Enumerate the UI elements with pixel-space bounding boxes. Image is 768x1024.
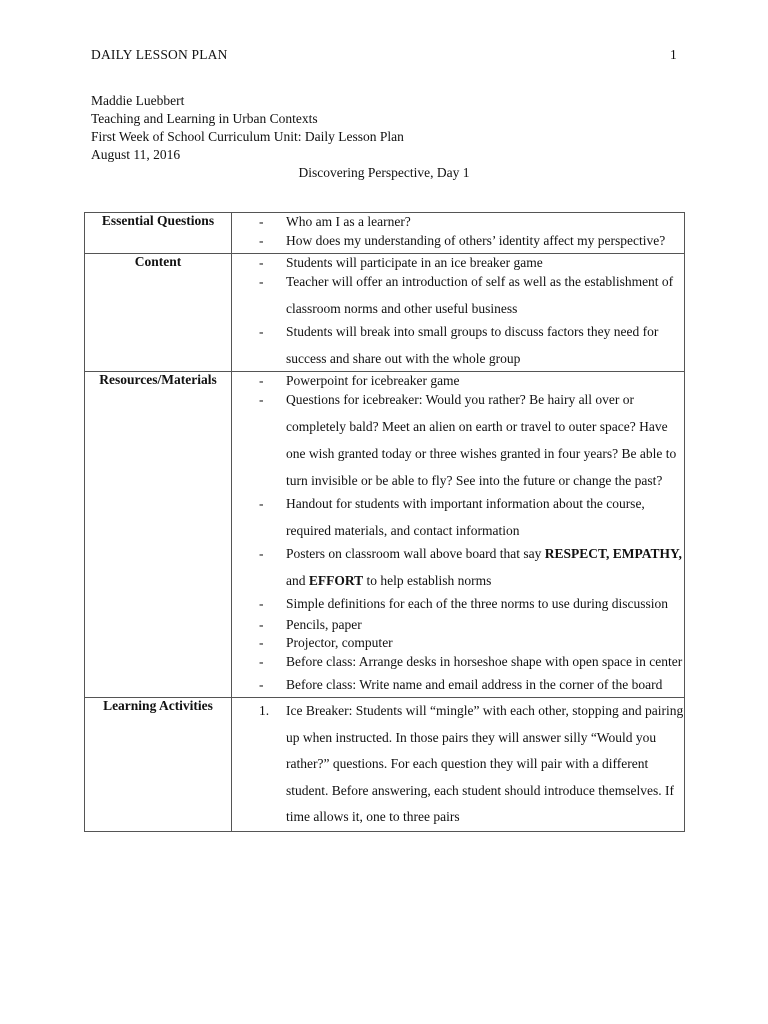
list-item: - Posters on classroom wall above board that say RESPECT, EMPATHY, and EFFORT to help establish norms <box>259 546 682 588</box>
row-body-essential-questions <box>232 213 685 254</box>
list-item: - Before class: Write name and email address in the corner of the board <box>259 677 663 692</box>
list-item: - Handout for students with important information about the course, required materials, and contact information <box>259 496 645 538</box>
list-item: - Students will participate in an ice breaker game <box>259 255 543 270</box>
header-title: DAILY LESSON PLAN <box>91 47 228 62</box>
table-row <box>85 254 685 372</box>
list-item: - Simple definitions for each of the three norms to use during discussion <box>259 596 669 611</box>
table-row <box>85 213 685 254</box>
norm-empathy: EMPATHY, <box>612 546 682 561</box>
table-row <box>85 372 685 698</box>
list-item: - Students will break into small groups to discuss factors they need for success and share out with the whole group <box>259 324 659 366</box>
row-body-content <box>232 254 685 372</box>
course-name: Teaching and Learning in Urban Contexts <box>91 111 318 126</box>
list-item: - Before class: Arrange desks in horseshoe shape with open space in center <box>259 654 683 669</box>
unit-name: First Week of School Curriculum Unit: Daily Lesson Plan <box>91 129 404 144</box>
list-item: - Powerpoint for icebreaker game <box>259 373 460 388</box>
document-meta <box>91 92 404 164</box>
resources-list <box>232 372 684 698</box>
list-item: - Projector, computer <box>259 635 393 650</box>
lesson-plan-table <box>84 212 685 832</box>
row-label-learning-activities: Learning Activities <box>85 698 232 832</box>
lesson-title: Discovering Perspective, Day 1 <box>298 165 470 180</box>
list-item: - Who am I as a learner? <box>259 214 411 229</box>
row-label-essential-questions: Essential Questions <box>85 213 232 254</box>
row-body-resources <box>232 372 685 698</box>
list-item: - Pencils, paper <box>259 617 362 632</box>
list-item: - How does my understanding of others’ identity affect my perspective? <box>259 233 666 248</box>
list-item: - Teacher will offer an introduction of self as well as the establishment of classroom norms and other useful business <box>259 274 674 316</box>
essential-questions-list <box>232 213 684 254</box>
row-label-content: Content <box>85 254 232 372</box>
learning-activities-list <box>232 698 684 831</box>
page-number: 1 <box>670 47 677 62</box>
list-item: 1. Ice Breaker: Students will “mingle” with each other, stopping and pairing up when instructed. In those pairs they will answer silly “Would you rather?” questions. For each question they will pair with a different student. Before answering, each student should introduce themselves. If time allows it, one to three pairs <box>259 703 684 824</box>
table-row <box>85 698 685 832</box>
row-body-learning-activities <box>232 698 685 832</box>
norm-effort: EFFORT <box>308 573 364 588</box>
row-label-resources: Resources/Materials <box>85 372 232 698</box>
norm-respect: RESPECT, <box>544 546 610 561</box>
author-name: Maddie Luebbert <box>91 93 185 108</box>
document-date: August 11, 2016 <box>91 147 181 162</box>
list-item: - Questions for icebreaker: Would you rather? Be hairy all over or completely bald? Meet an alien on earth or travel to outer space? Have one wish granted today or three wishes granted in four years? Be able to turn invisible or be able to fly? See into the future or change the past? <box>259 392 677 488</box>
content-list <box>232 254 684 372</box>
running-header <box>91 47 677 63</box>
